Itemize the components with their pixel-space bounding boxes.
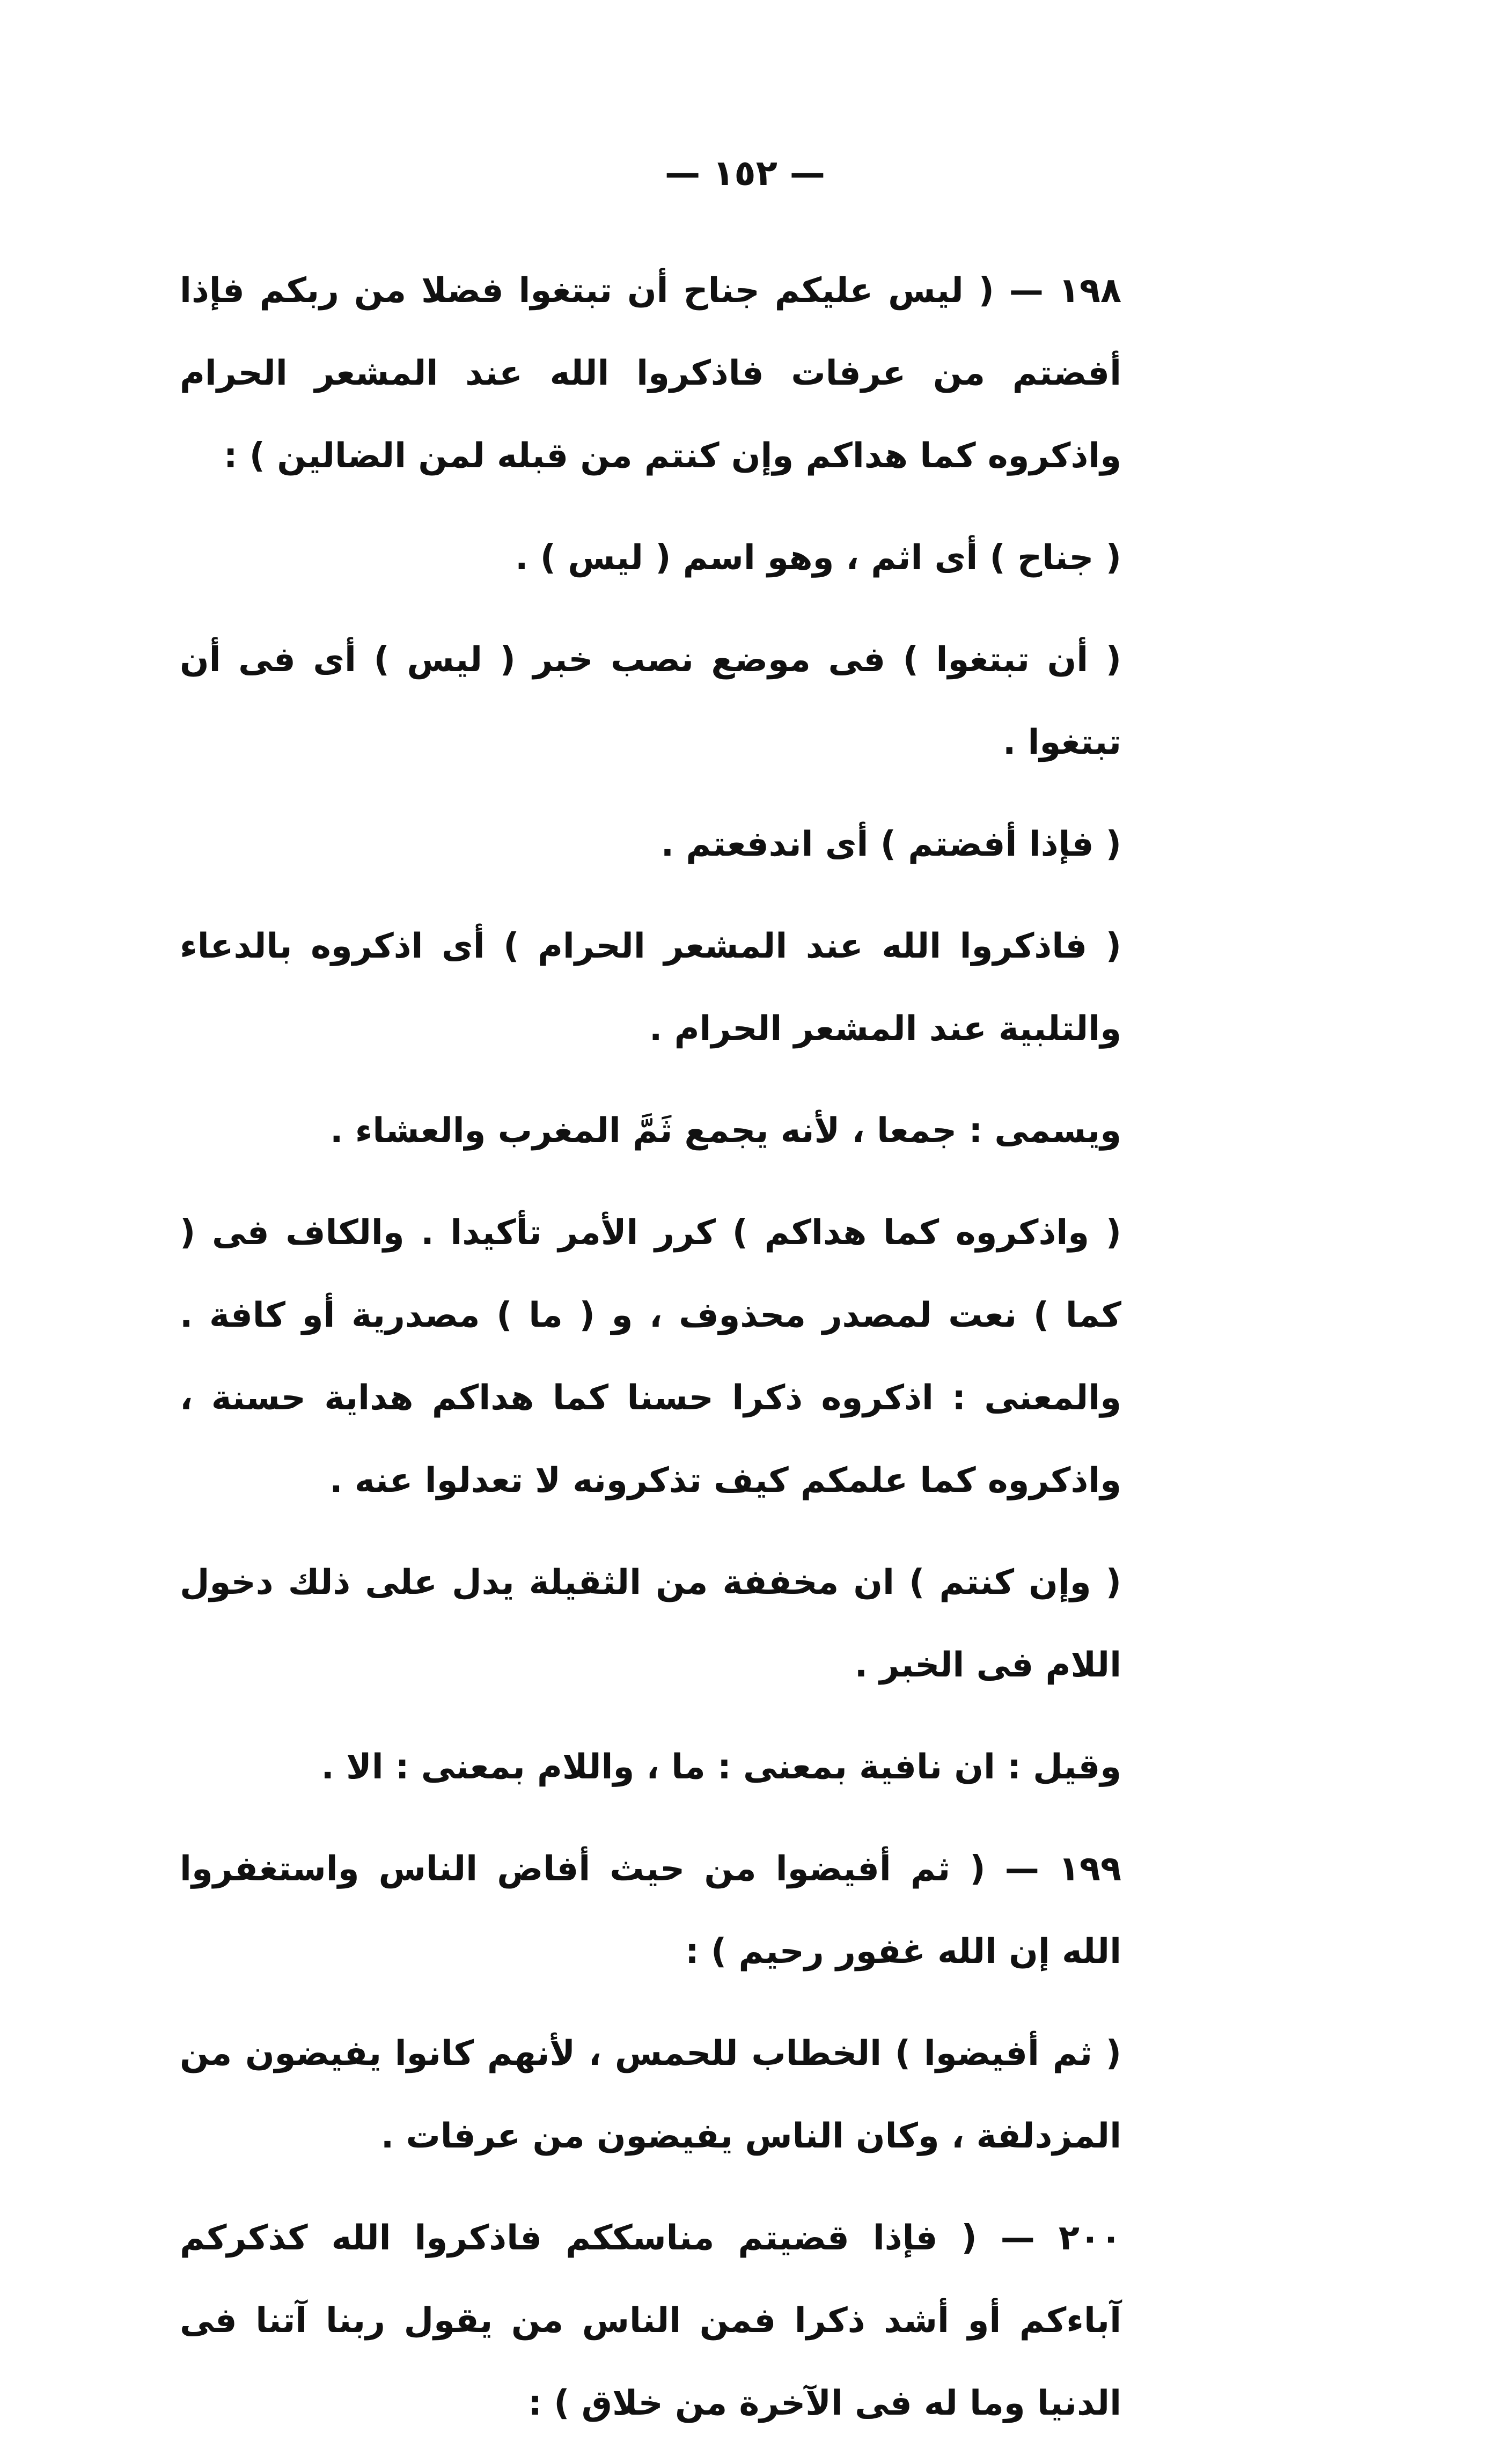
paragraph-gloss-afadtum: ( فإذا أفضتم ) أى اندفعتم .: [660, 825, 1121, 864]
paragraph-gloss-afidu: ( ثم أفيضوا ) الخطاب للحمس ، لأنهم كانوا يفيضون من المزدلفة ، وكان الناس يفيضون من عرفات .: [180, 2034, 1121, 2156]
paragraph-gloss-junah: ( جناح ) أى اثم ، وهو اسم ( ليس ) .: [515, 538, 1121, 578]
paragraph-gloss-an-tabtaghu: ( أن تبتغوا ) فى موضع نصب خبر ( ليس ) أى فى أن تبتغوا .: [180, 640, 1121, 762]
paragraph-gloss-udhkuruh: ( واذكروه كما هداكم ) كرر الأمر تأكيدا . والكاف فى ( كما ) نعت لمصدر محذوف ، و ( ما ) مصدرية أو كافة . والمعنى : اذكروه ذكرا حسنا كما هداكم هداية حسنة ، واذكروه كما علمكم كيف تذكرونه لا تعدلوا عنه .: [180, 1213, 1121, 1501]
page-body: [180, 249, 1197, 2464]
paragraph-ayah-199: ١٩٩ — ( ثم أفيضوا من حيث أفاض الناس واستغفروا الله إن الله غفور رحيم ) :: [180, 1849, 1121, 1972]
paragraph-gloss-qila: وقيل : ان نافية بمعنى : ما ، واللام بمعنى : الا .: [321, 1747, 1121, 1787]
paragraph-ayah-198: ١٩٨ — ( ليس عليكم جناح أن تبتغوا فضلا من ربكم فإذا أفضتم من عرفات فاذكروا الله عند المشعر الحرام واذكروه كما هداكم وإن كنتم من قبله لمن الضالين ) :: [180, 271, 1121, 476]
paragraph-ayah-200: ٢٠٠ — ( فإذا قضيتم مناسككم فاذكروا الله كذكركم آباءكم أو أشد ذكرا فمن الناس من يقول ربنا آتنا فى الدنيا وما له فى الآخرة من خلاق ) :: [180, 2218, 1121, 2423]
paragraph-gloss-jam: ويسمى : جمعا ، لأنه يجمع ثَمَّ المغرب والعشاء .: [330, 1111, 1121, 1151]
page-number: — ١٥٢ —: [665, 152, 825, 194]
paragraph-gloss-in-kuntum: ( وإن كنتم ) ان مخففة من الثقيلة يدل على ذلك دخول اللام فى الخبر .: [180, 1563, 1121, 1685]
paragraph-gloss-mashar: ( فاذكروا الله عند المشعر الحرام ) أى اذكروه بالدعاء والتلبية عند المشعر الحرام .: [180, 926, 1121, 1049]
